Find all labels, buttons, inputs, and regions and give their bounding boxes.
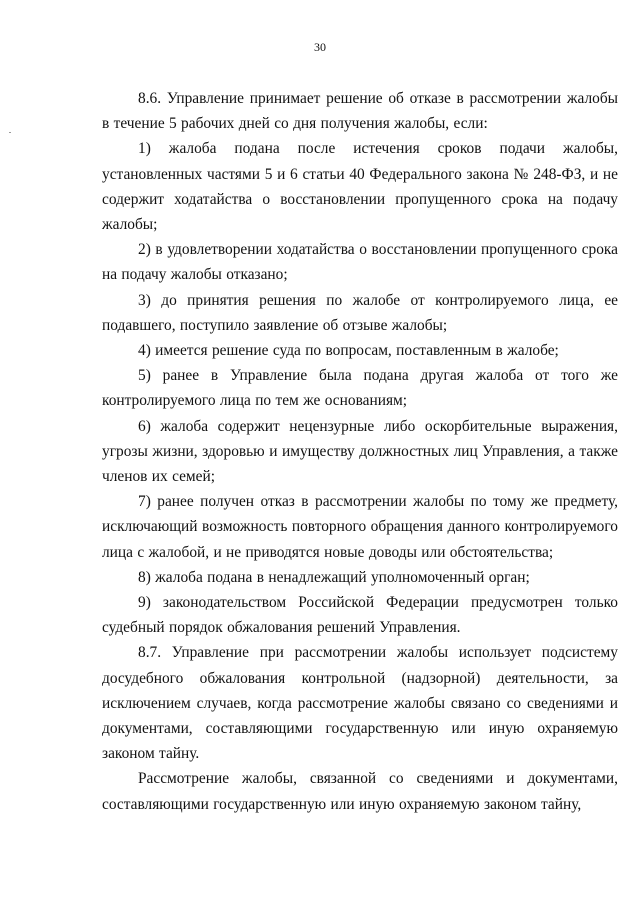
paragraph-8-7: 8.7. Управление при рассмотрении жалобы использует подсистему досудебного обжалования контрольной (надзорной) деятельности, за исключением случаев, когда рассмотрение жалобы связано со сведениями и документами, составляющими государственную или иную охраняемую законом тайну.: [102, 644, 618, 763]
list-item-4: 4) имеется решение суда по вопросам, поставленным в жалобе;: [138, 342, 559, 360]
list-item-5: 5) ранее в Управление была подана другая жалоба от того же контролируемого лица по тем же основаниям;: [102, 367, 618, 410]
list-item-8: 8) жалоба подана в ненадлежащий уполномоченный орган;: [138, 568, 530, 586]
list-item-7: 7) ранее получен отказ в рассмотрении жалобы по тому же предмету, исключающий возможность повторного обращения данного контролируемого лица с жалобой, и не приводятся новые доводы или обстоятельства;: [102, 493, 618, 561]
list-item-9: 9) законодательством Российской Федерации предусмотрен только судебный порядок обжалования решений Управления.: [102, 594, 618, 637]
list-item-6: 6) жалоба содержит нецензурные либо оскорбительные выражения, угрозы жизни, здоровью и имуществу должностных лиц Управления, а также членов их семей;: [102, 417, 618, 486]
list-item-3: 3) до принятия решения по жалобе от контролируемого лица, ее подавшего, поступило заявление об отзыве жалобы;: [102, 291, 618, 334]
paragraph-secret-review: Рассмотрение жалобы, связанной со сведениями и документами, составляющими государственную или иную охраняемую законом тайну,: [102, 770, 618, 813]
list-item-2: 2) в удовлетворении ходатайства о восстановлении пропущенного срока на подачу жалобы отказано;: [102, 241, 618, 284]
paragraph-8-6: 8.6. Управление принимает решение об отказе в рассмотрении жалобы в течение 5 рабочих дней со дня получения жалобы, если:: [102, 90, 618, 133]
page-number: 30: [314, 40, 326, 54]
scan-speck: [9, 132, 11, 133]
list-item-1: 1) жалоба подана после истечения сроков подачи жалобы, установленных частями 5 и 6 статьи 40 Федерального закона № 248-ФЗ, и не содержит ходатайства о восстановлении пропущенного срока на подачу жалобы;: [102, 140, 618, 234]
document-body: [102, 86, 618, 817]
